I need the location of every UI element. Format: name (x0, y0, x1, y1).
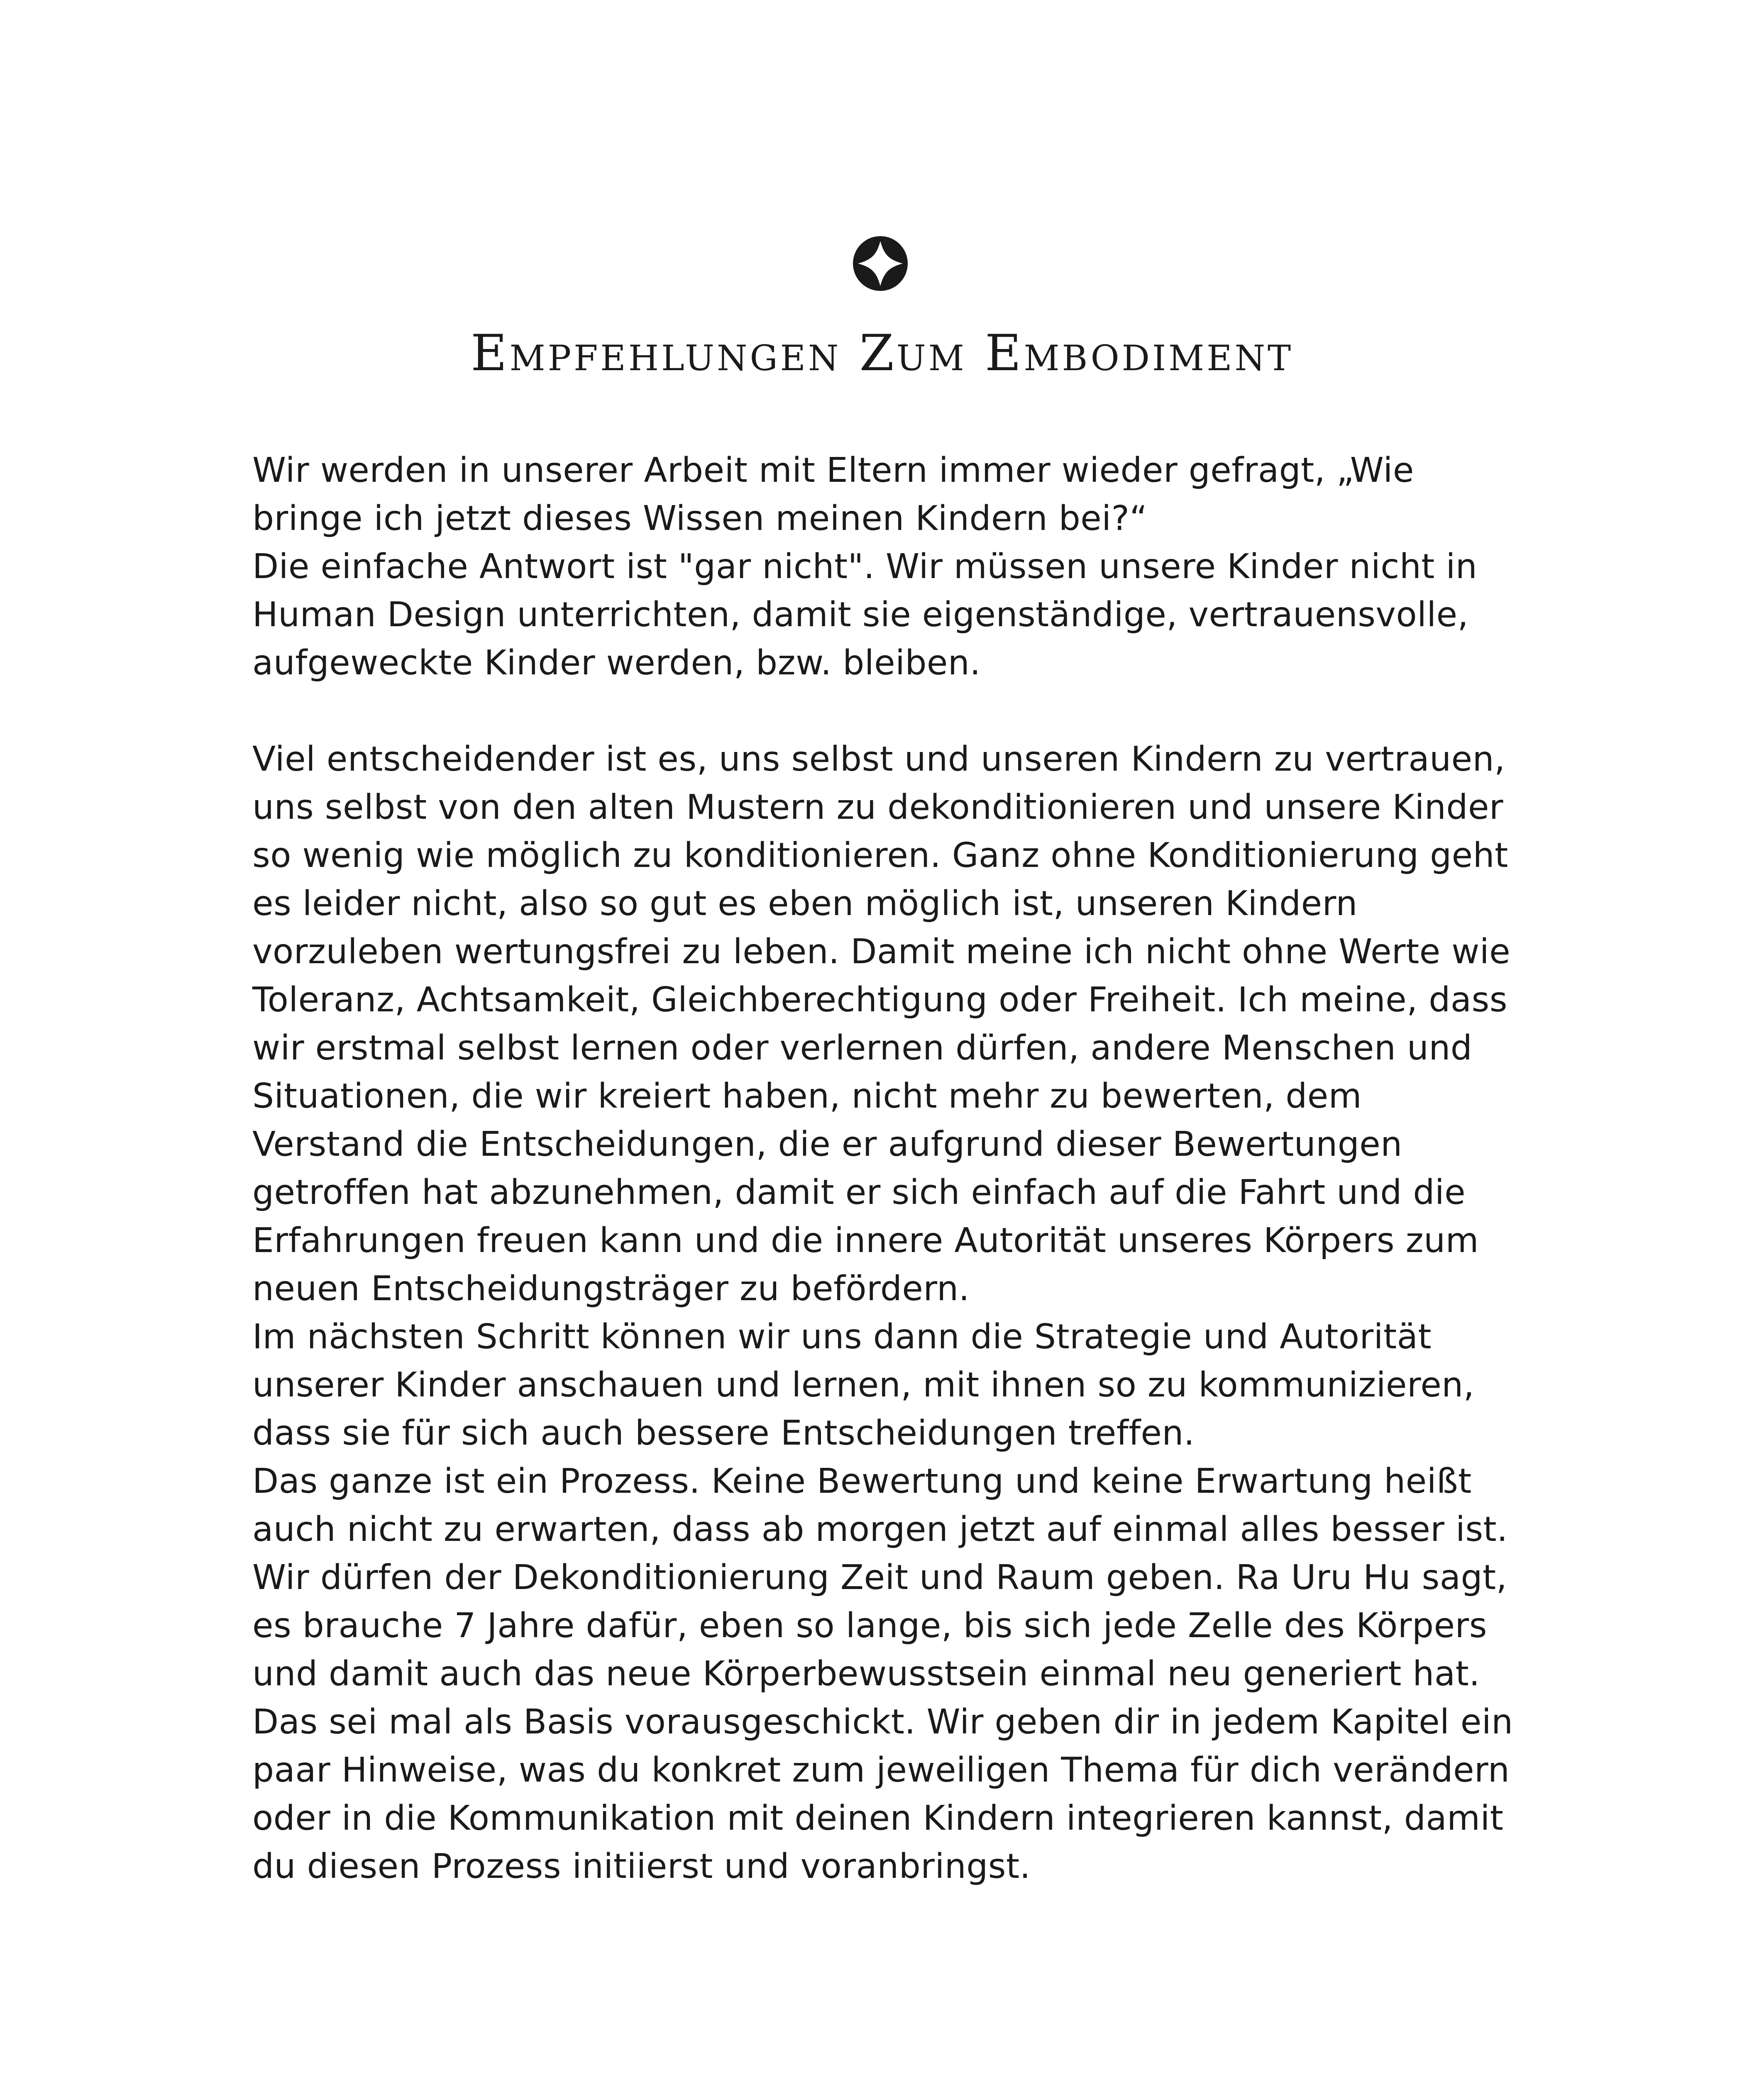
paragraph-spacer (252, 687, 1514, 735)
diamond-circle-icon (849, 232, 911, 295)
paragraph: Die einfache Antwort ist "gar nicht". Wir müssen unsere Kinder nicht in Human Design unterrichten, damit sie eigenständige, vertrauensvolle, aufgeweckte Kinder werden, bzw. bleiben. (252, 547, 1478, 683)
paragraph: Das sei mal als Basis vorausgeschickt. Wir geben dir in jedem Kapitel ein paar Hinweise, was du konkret zum jeweiligen Thema für dich verändern oder in die Kommunikation mit deinen Kindern integrieren kannst, damit du diesen Prozess initiierst und voranbringst. (252, 1702, 1513, 1886)
body-text (252, 447, 1514, 1891)
page-title: Empfehlungen Zum Embodiment (471, 325, 1293, 382)
paragraph: Im nächsten Schritt können wir uns dann die Strategie und Autorität unserer Kinder anschauen und lernen, mit ihnen so zu kommunizieren, dass sie für sich auch bessere Entscheidungen treffen. (252, 1317, 1475, 1453)
paragraph: Wir werden in unserer Arbeit mit Eltern immer wieder gefragt, „Wie bringe ich jetzt dieses Wissen meinen Kindern bei?“ (252, 451, 1414, 538)
paragraph: Viel entscheidender ist es, uns selbst und unseren Kindern zu vertrauen, uns selbst von den alten Mustern zu dekonditionieren und unsere Kinder so wenig wie möglich zu konditionieren. Ganz ohne Konditionierung geht es leider nicht, also so gut es eben möglich ist, unseren Kindern vorzuleben wertungsfrei zu leben. Damit meine ich nicht ohne Werte wie Toleranz, Achtsamkeit, Gleichberechtigung oder Freiheit. Ich meine, dass wir erstmal selbst lernen oder verlernen dürfen, andere Menschen und Situationen, die wir kreiert haben, nicht mehr zu bewerten, dem Verstand die Entscheidungen, die er aufgrund dieser Bewertungen getroffen hat abzunehmen, damit er sich einfach auf die Fahrt und die Erfahrungen freuen kann und die innere Autorität unseres Körpers zum neuen Entscheidungsträger zu befördern. (252, 740, 1511, 1308)
paragraph: Das ganze ist ein Prozess. Keine Bewertung und keine Erwartung heißt auch nicht zu erwarten, dass ab morgen jetzt auf einmal alles besser ist. Wir dürfen der Dekonditionierung Zeit und Raum geben. Ra Uru Hu sagt, es brauche 7 Jahre dafür, eben so lange, bis sich jede Zelle des Körpers und damit auch das neue Körperbewusstsein einmal neu generiert hat. (252, 1462, 1508, 1694)
